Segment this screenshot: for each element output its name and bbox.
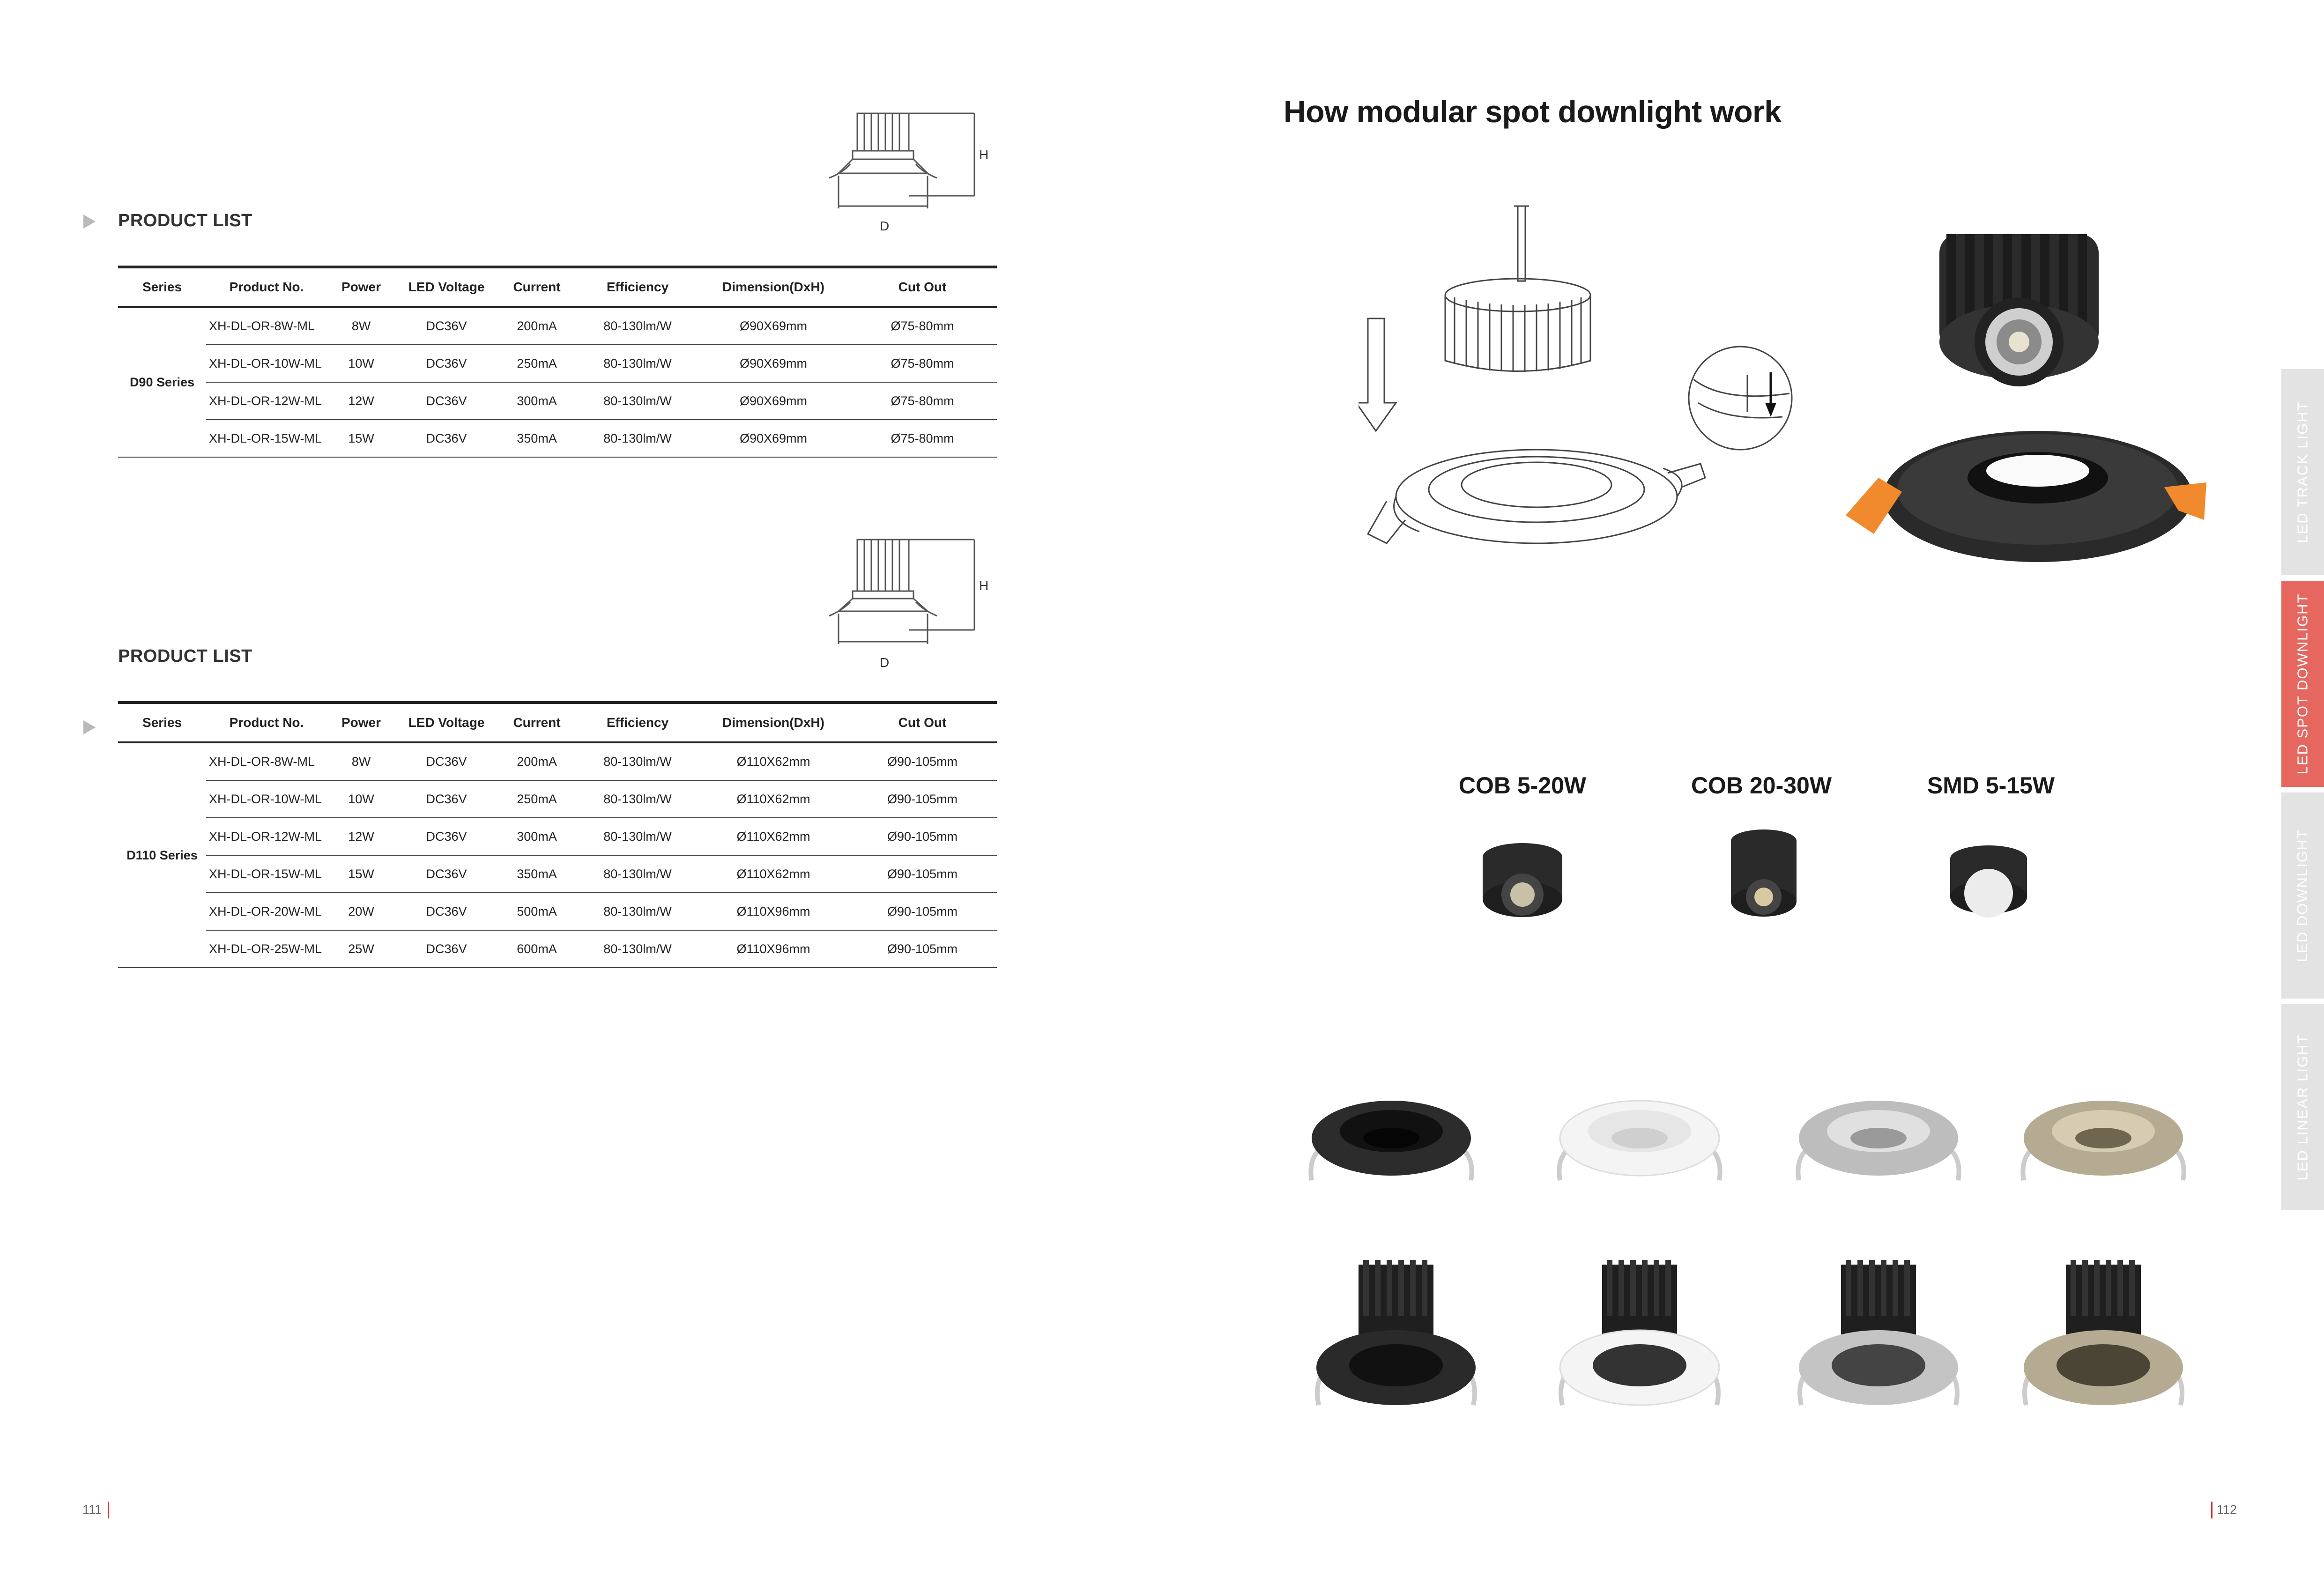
efficiency: 80-130lm/W (576, 780, 699, 818)
current: 350mA (497, 420, 576, 457)
led-voltage: DC36V (395, 420, 497, 457)
page-number-left: 111 (82, 1503, 102, 1517)
current: 300mA (497, 382, 576, 420)
efficiency: 80-130lm/W (576, 818, 699, 855)
led-voltage: DC36V (395, 345, 497, 382)
power: 12W (327, 818, 395, 855)
dimension: Ø110X62mm (699, 780, 848, 818)
dimension: Ø110X62mm (699, 818, 848, 855)
current: 500mA (497, 893, 576, 930)
cut-out: Ø90-105mm (848, 893, 997, 930)
current: 250mA (497, 780, 576, 818)
efficiency: 80-130lm/W (576, 855, 699, 893)
table-row (118, 345, 997, 382)
col-cut-out: Cut Out (848, 703, 997, 742)
downlight-product-image (1836, 215, 2211, 571)
col-product-no: Product No. (206, 267, 327, 307)
col-efficiency: Efficiency (576, 703, 699, 742)
page-number-divider (108, 1502, 109, 1518)
product-no: XH-DL-OR-8W-ML (206, 742, 327, 780)
led-voltage: DC36V (395, 855, 497, 893)
table-row (118, 818, 997, 855)
table-row (118, 893, 997, 930)
trim-image-silver (1789, 1087, 1968, 1190)
col-efficiency: Efficiency (576, 267, 699, 307)
power: 10W (327, 345, 395, 382)
led-voltage: DC36V (395, 382, 497, 420)
product-no: XH-DL-OR-12W-ML (206, 818, 327, 855)
side-tab-led-downlight[interactable] (2281, 792, 2324, 999)
table-header-row (118, 267, 997, 307)
led-voltage: DC36V (395, 930, 497, 968)
col-current: Current (497, 703, 576, 742)
assembled-image-black (1307, 1260, 1485, 1414)
current: 300mA (497, 818, 576, 855)
installation-diagram (1359, 197, 1799, 571)
dimension-diagram (815, 534, 993, 674)
efficiency: 80-130lm/W (576, 742, 699, 780)
cut-out: Ø90-105mm (848, 780, 997, 818)
cut-out: Ø90-105mm (848, 855, 997, 893)
power: 15W (327, 855, 395, 893)
product-table-d90 (118, 266, 997, 458)
efficiency: 80-130lm/W (576, 382, 699, 420)
current: 600mA (497, 930, 576, 968)
trim-image-black (1302, 1087, 1480, 1190)
side-tab-label: LED LINEAR LIGHT (2294, 1034, 2311, 1181)
table-row (118, 382, 997, 420)
side-tab-led-linear-light[interactable] (2281, 1004, 2324, 1210)
module-image-cob-small (1476, 834, 1569, 923)
current: 250mA (497, 345, 576, 382)
side-tab-led-track-light[interactable] (2281, 369, 2324, 575)
dimension: Ø110X96mm (699, 893, 848, 930)
col-led-voltage: LED Voltage (395, 703, 497, 742)
dimension: Ø90X69mm (699, 345, 848, 382)
dimension-diagram (815, 108, 993, 239)
side-tab-led-spot-downlight[interactable] (2281, 581, 2324, 787)
series-cell: D90 Series (118, 307, 206, 457)
col-power: Power (327, 703, 395, 742)
power: 15W (327, 420, 395, 457)
trim-image-champagne (2014, 1087, 2192, 1190)
power: 8W (327, 307, 395, 345)
series-cell: D110 Series (118, 742, 206, 968)
col-current: Current (497, 267, 576, 307)
cut-out: Ø75-80mm (848, 345, 997, 382)
table-row (118, 780, 997, 818)
side-tab-label: LED SPOT DOWNLIGHT (2294, 593, 2311, 775)
table-row (118, 855, 997, 893)
assembled-image-white (1551, 1260, 1729, 1414)
efficiency: 80-130lm/W (576, 930, 699, 968)
diameter-label: D (880, 219, 890, 233)
dimension: Ø110X96mm (699, 930, 848, 968)
module-image-cob-large (1724, 824, 1804, 923)
module-label-cob-20-30w: COB 20-30W (1691, 772, 1832, 799)
col-cut-out: Cut Out (848, 267, 997, 307)
led-voltage: DC36V (395, 818, 497, 855)
col-dimension: Dimension(DxH) (699, 703, 848, 742)
product-no: XH-DL-OR-12W-ML (206, 382, 327, 420)
power: 25W (327, 930, 395, 968)
triangle-right-icon (83, 215, 96, 229)
triangle-right-icon (83, 720, 96, 734)
cut-out: Ø75-80mm (848, 420, 997, 457)
led-voltage: DC36V (395, 742, 497, 780)
product-no: XH-DL-OR-25W-ML (206, 930, 327, 968)
col-product-no: Product No. (206, 703, 327, 742)
product-no: XH-DL-OR-10W-ML (206, 780, 327, 818)
efficiency: 80-130lm/W (576, 893, 699, 930)
side-tab-label: LED TRACK LIGHT (2294, 401, 2311, 543)
diameter-label: D (880, 655, 890, 670)
product-list-heading: PRODUCT LIST (118, 646, 252, 666)
power: 12W (327, 382, 395, 420)
cut-out: Ø75-80mm (848, 307, 997, 345)
current: 200mA (497, 307, 576, 345)
product-no: XH-DL-OR-15W-ML (206, 420, 327, 457)
product-no: XH-DL-OR-10W-ML (206, 345, 327, 382)
page-number-right: 112 (2217, 1503, 2237, 1517)
page-title: How modular spot downlight work (1284, 94, 1782, 129)
assembled-image-champagne (2014, 1260, 2192, 1414)
product-no: XH-DL-OR-15W-ML (206, 855, 327, 893)
col-power: Power (327, 267, 395, 307)
table-header-row (118, 703, 997, 742)
efficiency: 80-130lm/W (576, 307, 699, 345)
power: 8W (327, 742, 395, 780)
height-label: H (979, 148, 989, 162)
height-label: H (979, 578, 989, 593)
col-led-voltage: LED Voltage (395, 267, 497, 307)
product-no: XH-DL-OR-20W-ML (206, 893, 327, 930)
product-table-d110 (118, 701, 997, 968)
cut-out: Ø90-105mm (848, 818, 997, 855)
trim-image-white (1551, 1087, 1729, 1190)
page-number-divider (2211, 1502, 2213, 1518)
current: 350mA (497, 855, 576, 893)
col-series: Series (118, 703, 206, 742)
dimension: Ø90X69mm (699, 307, 848, 345)
col-dimension: Dimension(DxH) (699, 267, 848, 307)
cut-out: Ø75-80mm (848, 382, 997, 420)
side-tab-label: LED DOWNLIGHT (2294, 829, 2311, 962)
efficiency: 80-130lm/W (576, 420, 699, 457)
module-label-cob-5-20w: COB 5-20W (1458, 772, 1587, 799)
module-label-smd-5-15w: SMD 5-15W (1927, 772, 2055, 799)
table-row (118, 930, 997, 968)
efficiency: 80-130lm/W (576, 345, 699, 382)
table-row (118, 420, 997, 457)
power: 10W (327, 780, 395, 818)
cut-out: Ø90-105mm (848, 930, 997, 968)
module-image-smd (1944, 836, 2033, 920)
led-voltage: DC36V (395, 893, 497, 930)
led-voltage: DC36V (395, 307, 497, 345)
assembled-image-silver (1789, 1260, 1968, 1414)
table-row (118, 742, 997, 780)
dimension: Ø110X62mm (699, 855, 848, 893)
dimension: Ø110X62mm (699, 742, 848, 780)
dimension: Ø90X69mm (699, 382, 848, 420)
product-no: XH-DL-OR-8W-ML (206, 307, 327, 345)
current: 200mA (497, 742, 576, 780)
cut-out: Ø90-105mm (848, 742, 997, 780)
col-series: Series (118, 267, 206, 307)
product-list-heading: PRODUCT LIST (118, 211, 252, 230)
power: 20W (327, 893, 395, 930)
dimension: Ø90X69mm (699, 420, 848, 457)
led-voltage: DC36V (395, 780, 497, 818)
table-row (118, 307, 997, 345)
